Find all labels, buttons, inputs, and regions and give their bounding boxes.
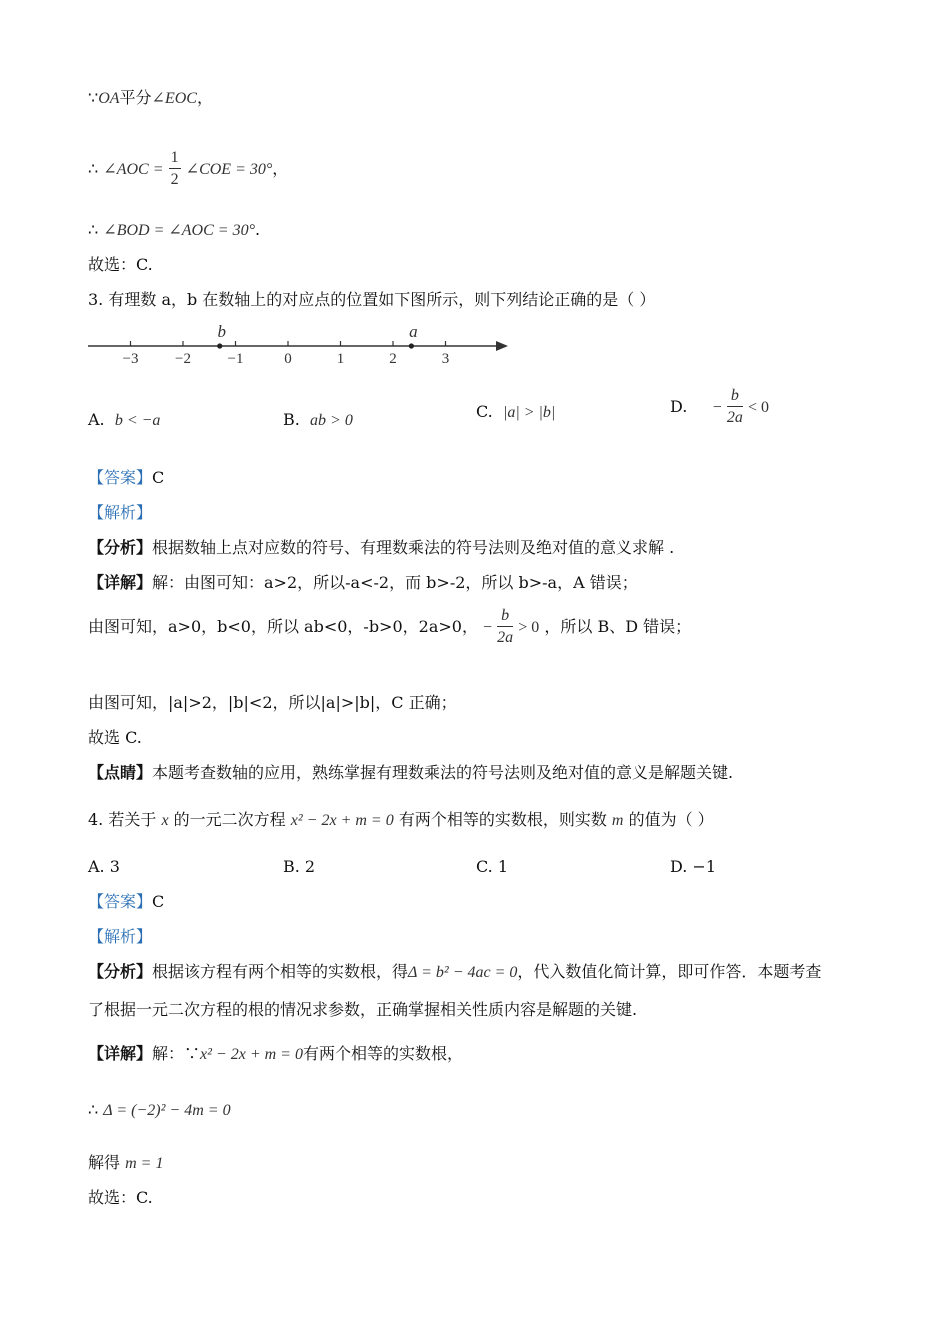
number-line-tick-label: 1 bbox=[336, 351, 345, 367]
therefore-symbol: ∴ bbox=[88, 159, 99, 178]
q4-fenxi-2: 了根据一元二次方程的根的情况求参数，正确掌握相关性质内容是解题的关键. bbox=[88, 1000, 638, 1019]
q4-xiangjie-2: ∴ Δ = (−2)² − 4m = 0 bbox=[88, 1100, 231, 1119]
q3-xiangjie-2: 由图可知，a>0，b<0，所以 ab<0，-b>0，2a>0， − $\frac{b}{2a}$ > 0 ，所以 B、D 错误； bbox=[88, 606, 691, 649]
q4-option-a: A. 3 bbox=[88, 857, 120, 876]
intro-line-3: ∴ ∠BOD = ∠AOC = 30°. bbox=[88, 220, 261, 239]
number-line-tick-label: 2 bbox=[389, 351, 397, 367]
number-line-tick-label: 3 bbox=[441, 351, 450, 367]
q3-fenxi: 【分析】根据数轴上点对应数的符号、有理数乘法的符号法则及绝对值的意义求解 . bbox=[88, 538, 675, 557]
number-line-tick-label: −2 bbox=[175, 351, 191, 367]
q3-analysis-tag: 【解析】 bbox=[88, 503, 153, 522]
point-a-label: a bbox=[409, 322, 418, 341]
number-line-tick-label: 0 bbox=[284, 351, 292, 367]
q3-option-c: C. |a| > |b| bbox=[476, 402, 556, 421]
q4-fenxi-1: 【分析】根据该方程有两个相等的实数根，得Δ = b² − 4ac = 0，代入数值化简计算，即可作答．本题考查 bbox=[88, 962, 822, 981]
intro-conclusion: 故选：C. bbox=[88, 255, 153, 274]
q3-option-b: B. ab > 0 bbox=[283, 410, 353, 429]
q3-answer: 【答案】C bbox=[88, 468, 165, 487]
q3-xiangjie-1: 【详解】解：由图可知：a>2，所以-a<-2，而 b>-2，所以 b>-a，A 错误； bbox=[88, 573, 638, 592]
point-a bbox=[409, 343, 414, 348]
therefore-symbol: ∴ bbox=[88, 1100, 99, 1119]
q3-xiangjie-4: 故选 C. bbox=[88, 728, 142, 747]
q4-option-b: B. 2 bbox=[283, 857, 316, 876]
q4-xiangjie-3: 解得 m = 1 bbox=[88, 1153, 164, 1172]
fraction-half: $\frac{1}{2}$ bbox=[170, 149, 179, 188]
q3-option-d: D. − $\frac{b}{2a}$ < 0 bbox=[670, 386, 769, 429]
q3-stem: 3. 有理数 a，b 在数轴上的对应点的位置如下图所示，则下列结论正确的是（ ） bbox=[88, 290, 656, 309]
intro-line-2: ∴ ∠AOC = $\frac{1}{2}$ ∠COE = 30°， bbox=[88, 148, 288, 191]
number-line-tick-label: −1 bbox=[227, 351, 244, 367]
number-line bbox=[84, 316, 514, 368]
q4-option-d: D. −1 bbox=[670, 857, 717, 876]
q4-option-c: C. 1 bbox=[476, 857, 509, 876]
q3-dianjing: 【点睛】本题考查数轴的应用，熟练掌握有理数乘法的符号法则及绝对值的意义是解题关键. bbox=[88, 763, 734, 782]
point-b-label: b bbox=[217, 322, 226, 341]
therefore-symbol: ∴ bbox=[88, 220, 99, 239]
point-b bbox=[217, 343, 222, 348]
q4-stem: 4. 若关于 x 的一元二次方程 x² − 2x + m = 0 有两个相等的实数根，则实数 m 的值为（ ） bbox=[88, 810, 714, 829]
intro-line-1: ∵OA平分∠EOC， bbox=[88, 88, 213, 107]
q4-answer: 【答案】C bbox=[88, 892, 165, 911]
number-line-tick-label: −3 bbox=[122, 351, 139, 367]
answer-tag: 【答案】 bbox=[88, 892, 153, 911]
fraction-b-over-2a: $\frac{b}{2a}$ bbox=[497, 607, 514, 646]
q4-xiangjie-4: 故选：C. bbox=[88, 1188, 153, 1207]
q4-analysis-tag: 【解析】 bbox=[88, 927, 153, 946]
fraction-b-over-2a: $\frac{b}{2a}$ bbox=[726, 387, 743, 426]
q3-option-a: A. b < −a bbox=[88, 410, 161, 429]
because-symbol: ∵ bbox=[88, 88, 99, 107]
q3-xiangjie-3: 由图可知，|a|>2，|b|<2，所以|a|>|b|，C 正确； bbox=[88, 693, 457, 712]
q4-xiangjie-1: 【详解】解：∵x² − 2x + m = 0有两个相等的实数根， bbox=[88, 1044, 463, 1063]
answer-tag: 【答案】 bbox=[88, 468, 153, 487]
number-line-arrow bbox=[496, 341, 508, 351]
